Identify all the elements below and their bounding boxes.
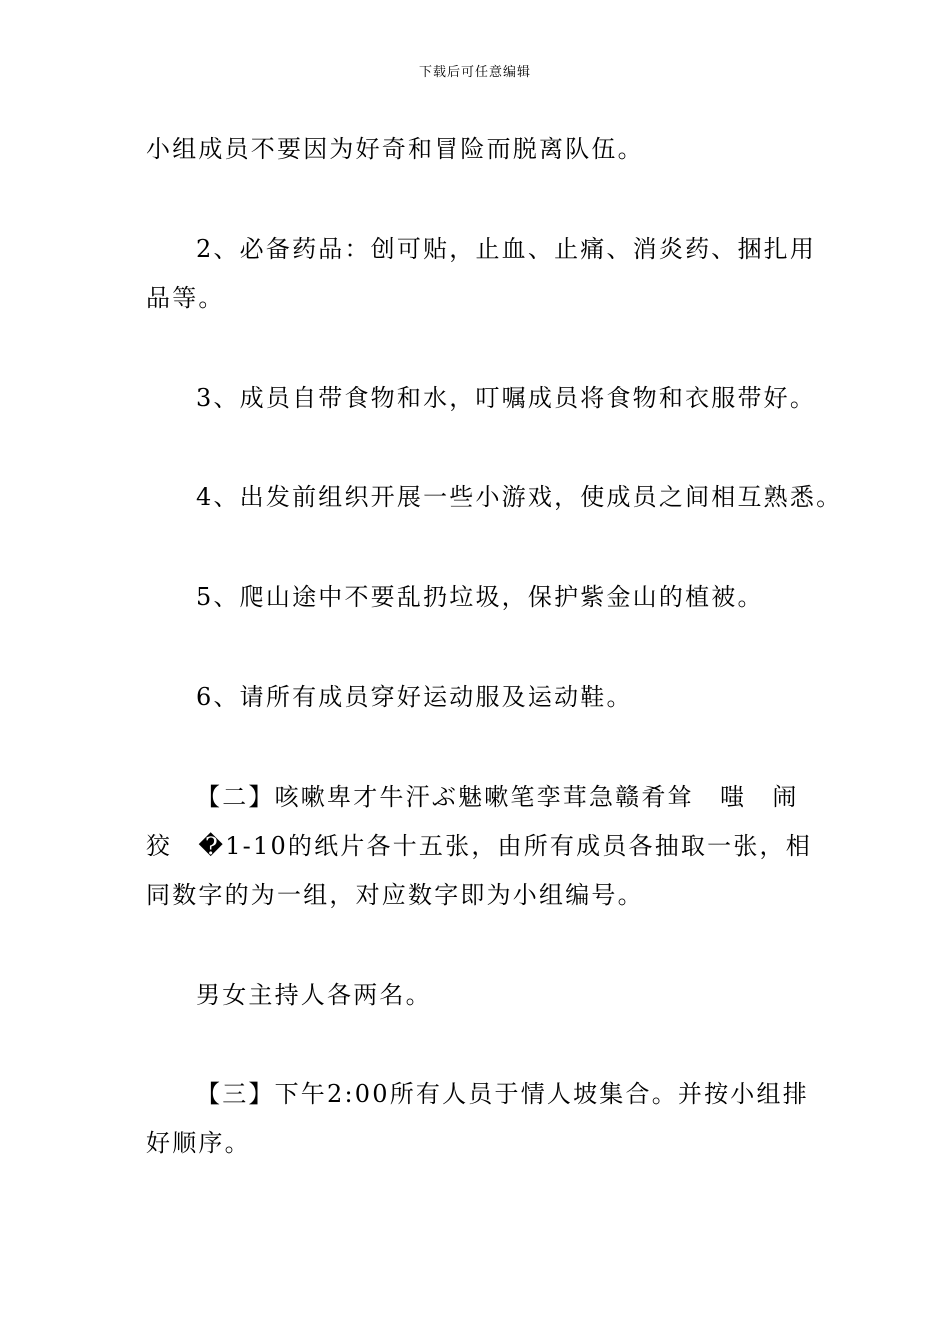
paragraph-line: 6、请所有成员穿好运动服及运动鞋。 — [196, 683, 633, 711]
paragraph-line: 4、出发前组织开展一些小游戏，使成员之间相互熟悉。 — [196, 483, 843, 511]
paragraph-9 — [146, 1070, 814, 1168]
page-header: 下载后可任意编辑 — [418, 65, 531, 80]
paragraph-line: 品等。 — [146, 284, 225, 312]
paragraph-7 — [146, 773, 814, 920]
paragraph-8 — [146, 971, 814, 1020]
paragraph-line: 小组成员不要因为好奇和冒险而脱离队伍。 — [146, 135, 644, 163]
paragraph-line: 2、必备药品：创可贴，止血、止痛、消炎药、捆扎用 — [196, 235, 817, 263]
paragraph-line: 3、成员自带食物和水，叮嘱成员将食物和衣服带好。 — [196, 384, 817, 412]
paragraph-3 — [146, 374, 817, 423]
paragraph-line: 男女主持人各两名。 — [196, 981, 432, 1009]
paragraph-5 — [146, 573, 814, 622]
paragraph-line: 狡 �1-10的纸片各十五张，由所有成员各抽取一张，相 — [146, 832, 812, 860]
paragraph-2 — [146, 225, 817, 323]
paragraph-4 — [146, 473, 843, 522]
paragraph-1 — [146, 125, 814, 174]
paragraph-line: 5、爬山途中不要乱扔垃圾，保护紫金山的植被。 — [196, 583, 764, 611]
paragraph-line: 好顺序。 — [146, 1129, 251, 1157]
paragraph-line: 同数字的为一组，对应数字即为小组编号。 — [146, 881, 644, 909]
paragraph-6 — [146, 673, 814, 722]
paragraph-line: 【二】咳嗽卑才牛汗ぶ魅嗽笔孪茸急赣肴耸 嗤 闹 — [196, 783, 799, 811]
paragraph-line: 【三】下午2:00所有人员于情人坡集合。并按小组排 — [196, 1080, 809, 1108]
